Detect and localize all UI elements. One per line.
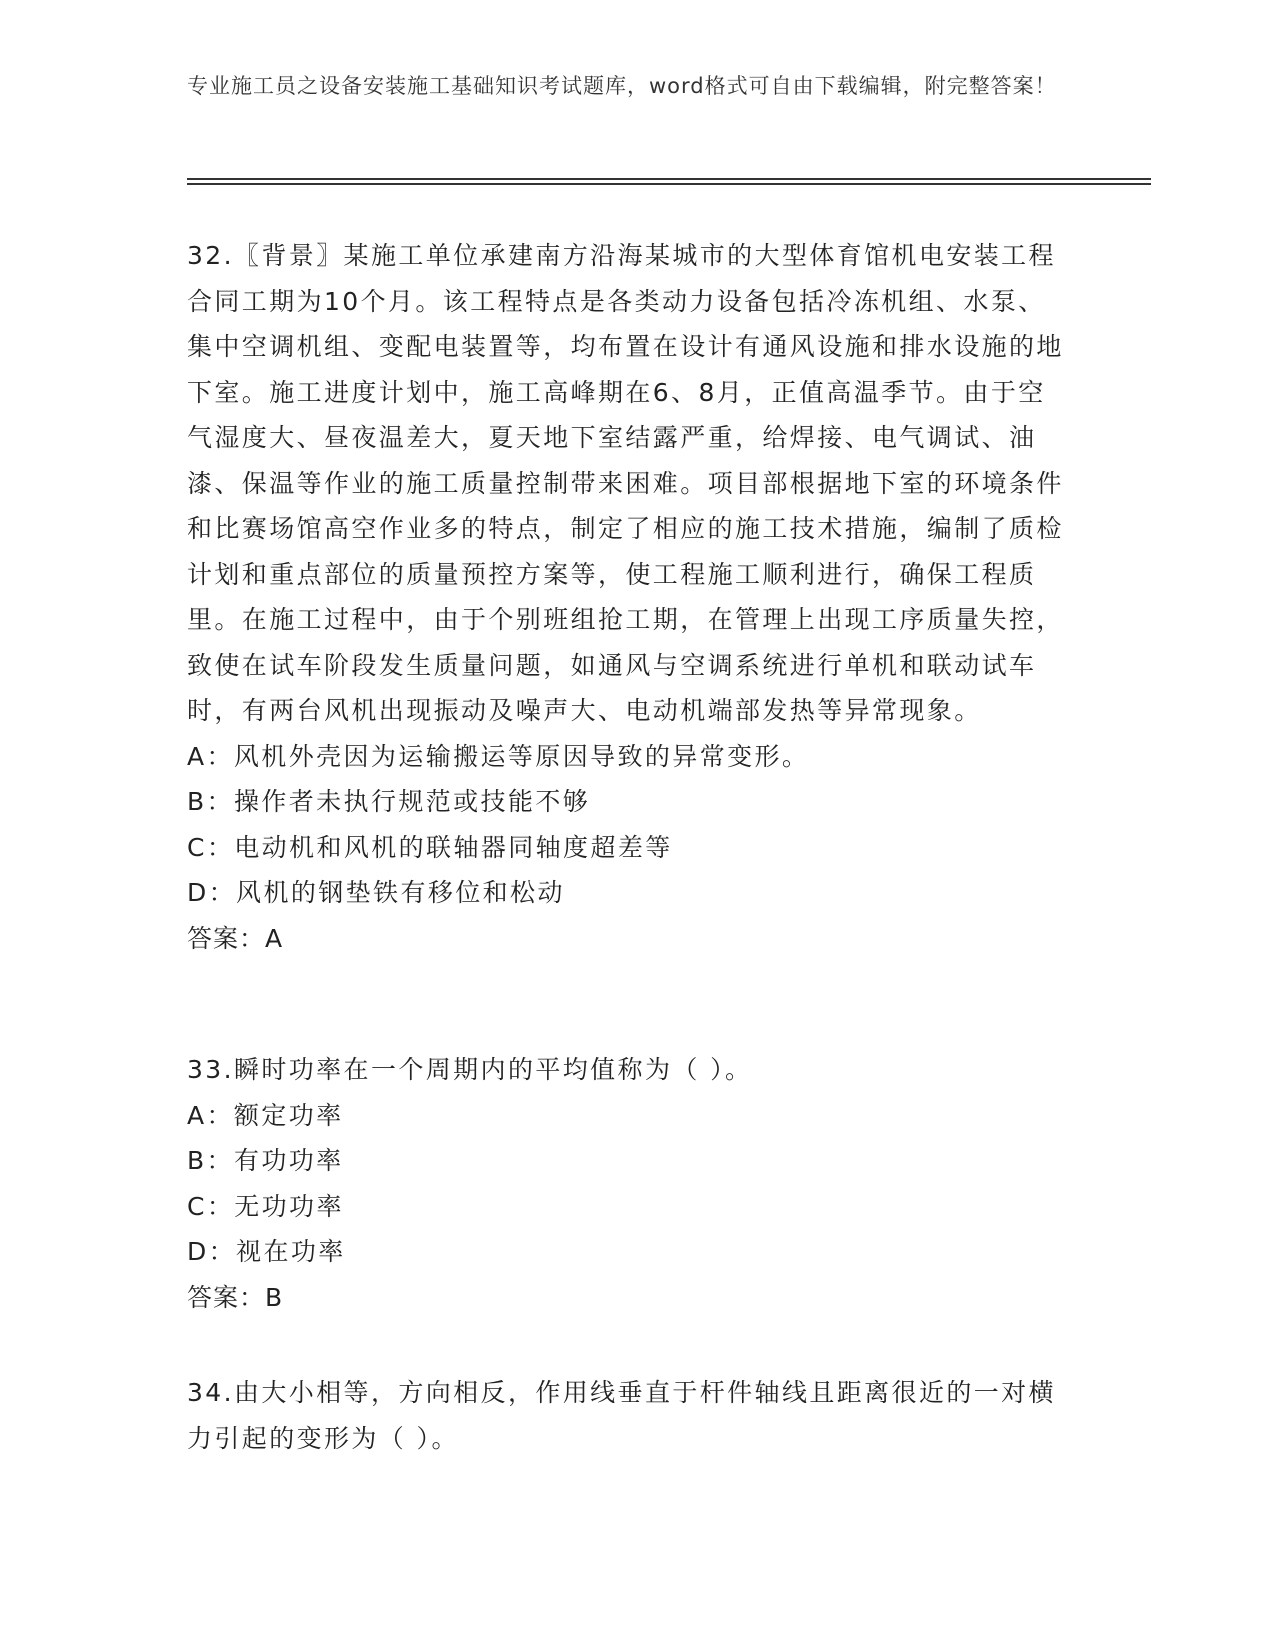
answer: 答案：B xyxy=(187,1282,284,1312)
header-divider-top xyxy=(187,178,1151,180)
option-d: D：风机的钢垫铁有移位和松动 xyxy=(187,878,565,907)
question-stem: 34.由大小相等，方向相反，作用线垂直于杆件轴线且距离很近的一对横力引起的变形为（ ）。 xyxy=(187,1378,1056,1453)
question-32 xyxy=(187,233,1067,961)
question-34 xyxy=(187,1370,1067,1461)
document-header: 专业施工员之设备安装施工基础知识考试题库，word格式可自由下载编辑，附完整答案！ xyxy=(187,74,1057,98)
header-divider-bottom xyxy=(187,183,1151,185)
option-d: D：视在功率 xyxy=(187,1237,346,1266)
question-stem: 33.瞬时功率在一个周期内的平均值称为（ ）。 xyxy=(187,1055,753,1084)
option-c: C：无功功率 xyxy=(187,1191,344,1221)
option-b: B：有功功率 xyxy=(187,1146,344,1175)
option-c: C：电动机和风机的联轴器同轴度超差等 xyxy=(187,832,673,862)
answer: 答案：A xyxy=(187,923,284,953)
option-b: B：操作者未执行规范或技能不够 xyxy=(187,787,591,816)
option-a: A：风机外壳因为运输搬运等原因导致的异常变形。 xyxy=(187,741,810,771)
option-a: A：额定功率 xyxy=(187,1100,344,1130)
question-33 xyxy=(187,1047,1067,1320)
question-stem: 32.〖背景〗某施工单位承建南方沿海某城市的大型体育馆机电安装工程合同工期为10个月。该工程特点是各类动力设备包括冷冻机组、水泵、集中空调机组、变配电装置等，均布置在设计有通风设施和排水设施的地下室。施工进度计划中，施工高峰期在6、8月，正值高温季节。由于空气湿度大、昼夜温差大，夏天地下室结露严重，给焊接、电气调试、油漆、保温等作业的施工质量控制带来困难。项目部根据地下室的环境条件和比赛场馆高空作业多的特点，制定了相应的施工技术措施，编制了质检计划和重点部位的质量预控方案等，使工程施工顺利进行，确保工程质里。在施工过程中，由于个别班组抢工期，在管理上出现工序质量失控，致使在试车阶段发生质量问题，如通风与空调系统进行单机和联动试车时，有两台风机出现振动及噪声大、电动机端部发热等异常现象。 xyxy=(187,241,1064,725)
